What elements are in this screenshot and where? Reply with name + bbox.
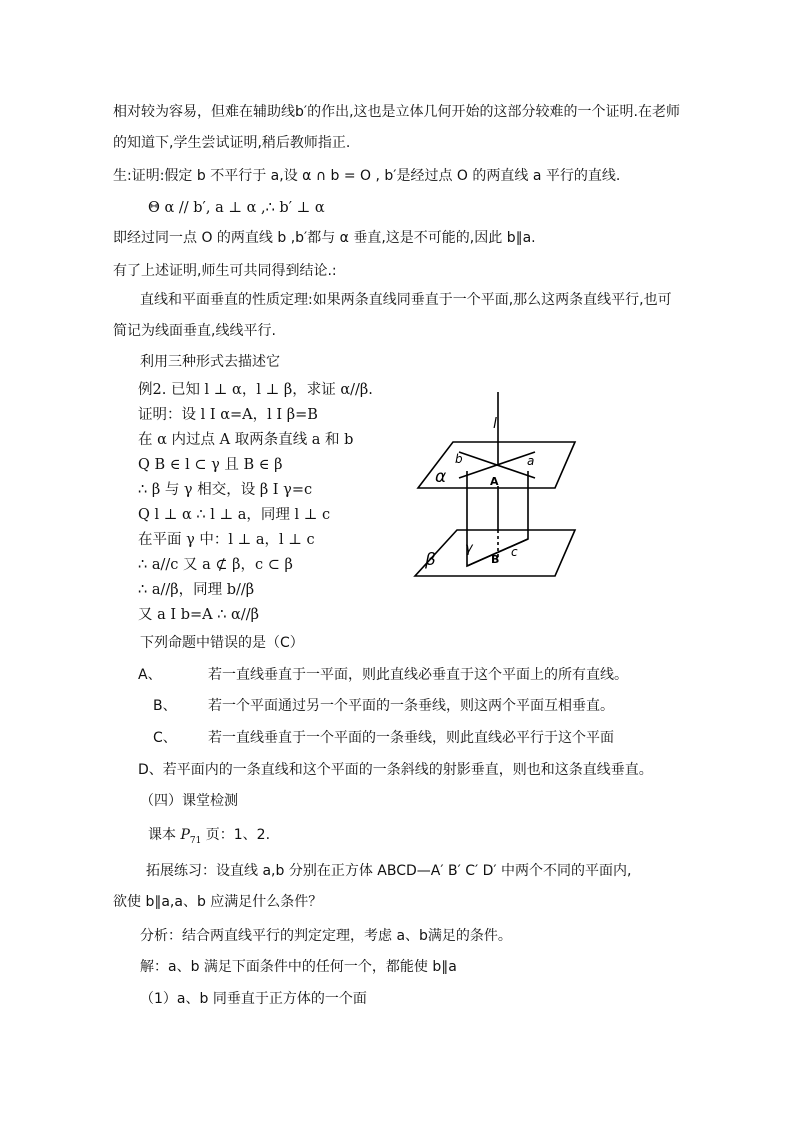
analysis-text: 分析：结合两直线平行的判定定理，考虑 a、b满足的条件。 [140,928,512,944]
option-d: D、若平面内的一条直线和这个平面的一条斜线的射影垂直，则也和这条直线垂直。 [138,762,653,778]
textbook-suffix: 页：1、2. [201,827,271,843]
proof-line: ∴ a//β，同理 b//β [138,582,255,598]
textbook-reference [148,826,270,850]
paragraph-line: 利用三种形式去描述它 [140,354,280,370]
proof-line: Q B ∈ l ⊂ γ 且 B ∈ β [138,457,283,473]
paragraph-line: 的知道下,学生尝试证明,稍后教师指正. [113,135,351,151]
section-heading: （四）课堂检测 [140,793,238,809]
proof-step: Θ α // b′, a ⊥ α ,∴ b′ ⊥ α [148,200,325,216]
textbook-prefix: 课本 [148,827,181,843]
option-a-label: A、 [138,667,162,683]
label-l: l [493,416,497,432]
option-a-text: 若一直线垂直于一平面，则此直线必垂直于这个平面上的所有直线。 [208,667,628,683]
example-title: 例2. 已知 l ⊥ α，l ⊥ β，求证 α//β. [138,382,373,398]
question-text: 下列命题中错误的是（C） [140,635,304,651]
paragraph-line: 相对较为容易，但难在辅助线b′的作出,这也是立体几何开始的这部分较难的一个证明.在老师 [113,104,680,120]
geometry-figure [405,390,585,590]
proof-line: 在 α 内过点 A 取两条直线 a 和 b [138,432,354,448]
label-alpha: α [435,467,447,487]
theorem-text: 简记为线面垂直,线线平行. [113,323,276,339]
paragraph-line: 有了上述证明,师生可共同得到结论.: [113,263,337,279]
extension-exercise: 拓展练习：设直线 a,b 分别在正方体 ABCD—A′ B′ C′ D′ 中两个不同的平面内, [146,863,632,879]
solution-text: 解：a、b 满足下面条件中的任何一个，都能使 b∥a [140,959,457,975]
proof-line: 在平面 γ 中：l ⊥ a，l ⊥ c [138,532,315,548]
extension-exercise: 欲使 b∥a,a、b 应满足什么条件？ [113,894,323,910]
option-c-label: C、 [153,730,177,746]
proof-line: ∴ β 与 γ 相交，设 β I γ=c [138,482,313,498]
proof-line: 又 a I b=A ∴ α//β [138,607,259,623]
option-b-label: B、 [153,698,177,714]
label-a: a [527,454,535,468]
theorem-text: 直线和平面垂直的性质定理:如果两条直线同垂直于一个平面,那么这两条直线平行,也可 [140,292,672,308]
textbook-page-symbol: P [180,827,190,843]
label-c: c [511,545,518,559]
label-b: b [455,452,463,466]
option-b-text: 若一个平面通过另一个平面的一条垂线，则这两个平面互相垂直。 [208,698,614,714]
proof-conclusion: 即经过同一点 O 的两直线 b ,b′都与 α 垂直,这是不可能的,因此 b∥a. [113,230,536,246]
label-B: B [491,553,500,566]
condition-1: （1）a、b 同垂直于正方体的一个面 [140,991,367,1007]
textbook-page-number: 71 [189,835,202,846]
proof-statement: 生:证明:假定 b 不平行于 a,设 α ∩ b = O , b′是经过点 O 的两直线 a 平行的直线. [113,168,621,184]
label-gamma: γ [465,541,473,556]
proof-line: Q l ⊥ α ∴ l ⊥ a，同理 l ⊥ c [138,507,331,523]
option-c-text: 若一直线垂直于一个平面的一条垂线，则此直线必平行于这个平面 [208,730,614,746]
proof-line: ∴ a//c 又 a ⊄ β，c ⊂ β [138,557,293,573]
label-beta: β [425,550,436,570]
label-A: A [490,475,499,488]
proof-line: 证明：设 l I α=A，l I β=B [138,407,318,423]
